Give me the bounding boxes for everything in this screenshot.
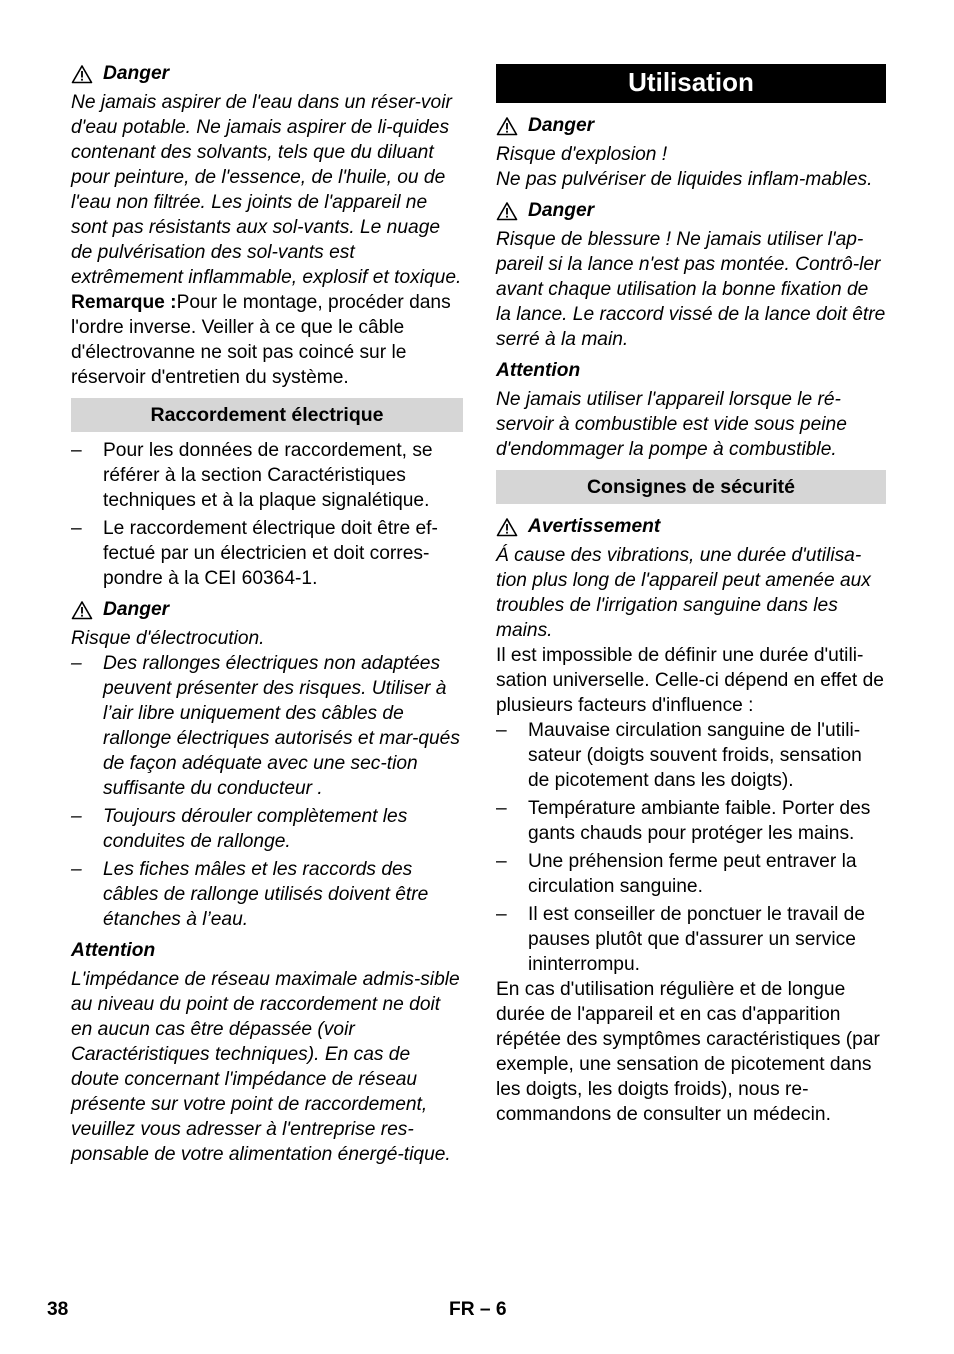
raccordement-list bbox=[71, 438, 463, 591]
dash-bullet: – bbox=[71, 518, 82, 539]
attention-text: Ne jamais utiliser l'appareil lorsque le ré-servoir à combustible est vide sous peine d'endommager la pompe à combustible. bbox=[496, 389, 847, 460]
warning-triangle-icon bbox=[496, 201, 518, 221]
list-item: – Température ambiante faible. Porter des gants chauds pour protéger les mains. bbox=[496, 798, 871, 844]
paragraph: Il est impossible de définir une durée d'utili-sation universelle. Celle-ci dépend en effet de plusieurs facteurs d'influence : bbox=[496, 645, 884, 716]
warning-triangle-icon bbox=[496, 116, 518, 136]
section-page-indicator: FR – 6 bbox=[449, 1299, 507, 1320]
list-item: – Mauvaise circulation sanguine de l'utili-sateur (doigts souvent froids, sensation de picotement dans les doigts). bbox=[496, 720, 862, 791]
danger-line: Ne pas pulvériser de liquides inflam-mables. bbox=[496, 169, 873, 190]
danger-intro: Risque d'électrocution. bbox=[71, 628, 265, 649]
left-column bbox=[71, 61, 463, 1167]
section-heading-raccordement: Raccordement électrique bbox=[71, 398, 463, 432]
danger-heading: Danger bbox=[71, 597, 463, 622]
danger-text: Risque de blessure ! Ne jamais utiliser l'ap-pareil si la lance n'est pas montée. Contrô-ler avant chaque utilisation la bonne fixation de la lance. Le raccord vissé de la lance doit être serré à la main. bbox=[496, 229, 886, 350]
right-column bbox=[496, 64, 886, 1127]
list-item: – Pour les données de raccordement, se référer à la section Caractéristiques techniques et à la plaque signalétique. bbox=[71, 440, 433, 511]
avertissement-text: Á cause des vibrations, une durée d'utilisa-tion plus long de l'appareil peut amenée aux troubles de l'irrigation sanguine dans les mains. bbox=[496, 545, 871, 641]
dash-bullet: – bbox=[71, 806, 82, 827]
danger-heading: Danger bbox=[496, 198, 886, 223]
list-item: – Le raccordement électrique doit être ef-fectué par un électricien et doit corres-pondre à la CEI 60364-1. bbox=[71, 518, 438, 589]
list-item: – Des rallonges électriques non adaptées peuvent présenter des risques. Utiliser à l’air libre uniquement des câbles de rallonge électriques autorisés et mar-qués de façon adéquate avec une sec-tion suffisante du conducteur . bbox=[71, 653, 460, 799]
list-item: – Il est conseiller de ponctuer le travail de pauses plutôt que d'assurer un service ininterrompu. bbox=[496, 904, 866, 975]
section-heading-consignes: Consignes de sécurité bbox=[496, 470, 886, 504]
dash-bullet: – bbox=[496, 851, 507, 872]
danger-text: Ne jamais aspirer de l'eau dans un réser-voir d'eau potable. Ne jamais aspirer de li-quides contenant des solvants, tels que du diluant pour peinture, de l'essence, de l'huile, ou de l'eau non filtrée. Les joints de l'appareil ne sont pas résistants aux sol-vants. Le nuage de pulvérisation des sol-vants est extrêmement inflammable, explosif et toxique. bbox=[71, 92, 462, 288]
dash-bullet: – bbox=[496, 720, 507, 741]
main-heading-utilisation: Utilisation bbox=[496, 64, 886, 103]
dash-bullet: – bbox=[71, 440, 82, 461]
remarque-paragraph bbox=[71, 290, 463, 390]
danger-line: Risque d'explosion ! bbox=[496, 144, 668, 165]
dash-bullet: – bbox=[71, 859, 82, 880]
dash-bullet: – bbox=[496, 798, 507, 819]
paragraph: En cas d'utilisation régulière et de longue durée de l'appareil et en cas d'apparition répétée des symptômes caractéristiques (par exemple, une sensation de picotement dans les doigts, les doigts froids), nous re-commandons de consulter un médecin. bbox=[496, 979, 880, 1125]
list-item: – Les fiches mâles et les raccords des câbles de rallonge utilisés doivent être étanches à l’eau. bbox=[71, 859, 429, 930]
attention-text: L'impédance de réseau maximale admis-sible au niveau du point de raccordement ne doit en aucun cas être dépassée (voir Caractéristiques techniques). En cas de doute concernant l'impédance de réseau présente sur votre point de raccordement, veuillez vous adresser à l'entreprise res-ponsable de votre alimentation énergé-tique. bbox=[71, 969, 460, 1165]
dash-bullet: – bbox=[496, 904, 507, 925]
warning-triangle-icon bbox=[71, 600, 93, 620]
remarque-label: Remarque : bbox=[71, 292, 177, 313]
danger-heading: Danger bbox=[496, 113, 886, 138]
warning-triangle-icon bbox=[71, 64, 93, 84]
warning-triangle-icon bbox=[496, 517, 518, 537]
remarque-text: Pour le montage, procéder dans l'ordre inverse. Veiller à ce que le câble d'électrovanne ne soit pas coincé sur le réservoir d'entretien du système. bbox=[71, 292, 451, 388]
dash-bullet: – bbox=[71, 653, 82, 674]
avertissement-heading: Avertissement bbox=[496, 514, 886, 539]
list-item: – Une préhension ferme peut entraver la circulation sanguine. bbox=[496, 851, 857, 897]
danger-heading: Danger bbox=[71, 61, 463, 86]
list-item: – Toujours dérouler complètement les conduites de rallonge. bbox=[71, 806, 408, 852]
factors-list bbox=[496, 718, 886, 977]
attention-heading: Attention bbox=[71, 940, 156, 961]
page-number: 38 bbox=[47, 1299, 69, 1320]
danger-list bbox=[71, 651, 463, 932]
attention-heading: Attention bbox=[496, 360, 581, 381]
